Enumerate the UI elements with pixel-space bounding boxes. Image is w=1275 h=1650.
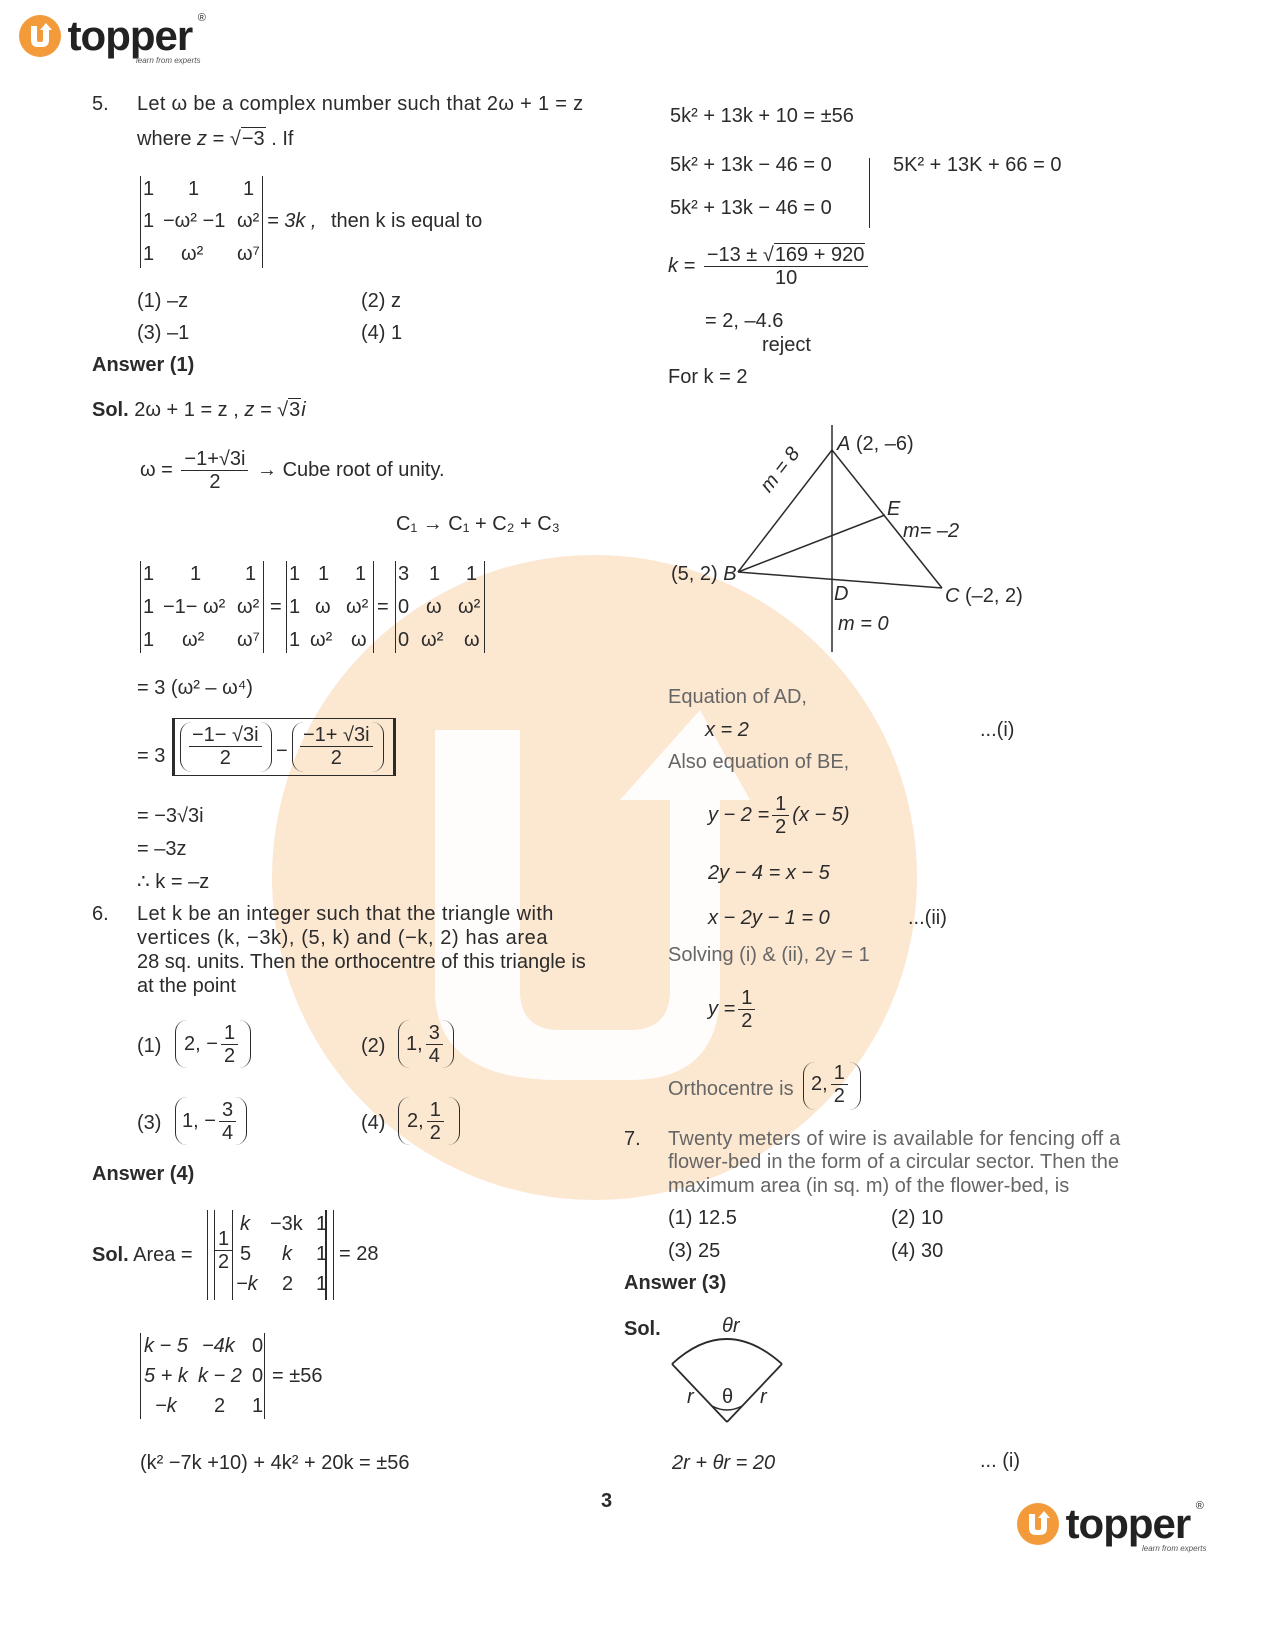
- brand-tagline: learn from experts: [1142, 1544, 1207, 1553]
- det-cell: 1: [245, 563, 257, 585]
- q5-option-2: (2) z: [361, 290, 401, 312]
- q6-option-4: 2, $\frac{1}{2}$: [407, 1099, 447, 1144]
- q5-omega: ω = $\frac{-1+√3i}{2}$ → Cube root of unity.: [140, 448, 445, 493]
- det-cell: −k: [155, 1395, 177, 1417]
- det-cell: 1: [289, 629, 301, 651]
- brand-reg: ®: [197, 12, 206, 24]
- q7-number: 7.: [624, 1128, 641, 1150]
- eq-ad: Equation of AD,: [668, 686, 807, 708]
- be-line2: 2y − 4 = x − 5: [708, 862, 830, 884]
- r-line2: 5k² + 13k − 46 = 0: [670, 154, 832, 176]
- orthocentre-label: Orthocentre is: [668, 1078, 794, 1100]
- q5-line2: where z = √−3 . If: [137, 128, 294, 150]
- det-cell: 1: [143, 178, 155, 200]
- q6-option-4-label: (4): [361, 1112, 386, 1134]
- label-m-ac: m= –2: [903, 520, 960, 542]
- k-formula: k = $\frac{-13 \pm √169 + 920}{10}$: [668, 244, 871, 289]
- det-cell: ω²: [181, 243, 204, 265]
- q6-option-2: 1, $\frac{3}{4}$: [406, 1022, 446, 1067]
- q5-number: 5.: [92, 93, 109, 115]
- r-line1: 5k² + 13k + 10 = ±56: [670, 105, 854, 127]
- sector-radius-left: [672, 1364, 727, 1422]
- brand-tagline: learn from experts: [136, 56, 201, 65]
- q7-equation: 2r + θr = 20: [672, 1452, 776, 1474]
- det-cell: 5: [240, 1243, 252, 1265]
- equals-sign: =: [270, 596, 282, 618]
- q7-line2: flower-bed in the form of a circular sector. Then the: [668, 1151, 1119, 1173]
- det-cell: ω: [426, 596, 442, 618]
- det-cell: ω²: [237, 596, 260, 618]
- det-cell: 1: [143, 243, 155, 265]
- reject-note: reject: [762, 334, 811, 356]
- det-cell: 1: [316, 1273, 328, 1295]
- det-cell: −ω² −1: [163, 210, 226, 232]
- sector-r-left: r: [687, 1386, 694, 1408]
- q6-sol-area: Sol. Area =: [92, 1244, 193, 1266]
- q6-line2: vertices (k, −3k), (5, k) and (−k, 2) has area: [137, 927, 549, 949]
- q5-option-1: (1) –z: [137, 290, 189, 312]
- x-equals-2: x = 2: [705, 719, 749, 741]
- det-cell: k: [240, 1213, 250, 1235]
- q6-line4: at the point: [137, 975, 236, 997]
- det-cell: ω²: [237, 210, 260, 232]
- det-cell: 1: [252, 1395, 264, 1417]
- q6-det2-rhs: = ±56: [272, 1365, 323, 1387]
- q5-det-rhs: = 3k ,: [267, 210, 317, 232]
- equals-sign: =: [377, 596, 389, 618]
- det-cell: 1: [143, 629, 155, 651]
- label-m-ad: m = 0: [838, 613, 889, 635]
- brand-name: topper: [1065, 1500, 1191, 1547]
- det-cell: 1: [355, 563, 367, 585]
- solving: Solving (i) & (ii), 2y = 1: [668, 944, 870, 966]
- q6-half: $\frac{1}{2}$: [212, 1228, 235, 1273]
- q5-sol-line1: Sol. 2ω + 1 = z , z = √3i: [92, 399, 306, 421]
- q6-expansion: (k² −7k +10) + 4k² + 20k = ±56: [140, 1452, 410, 1474]
- label-e: E: [887, 498, 901, 520]
- det-cell: ω²: [182, 629, 205, 651]
- det-cell: ω⁷: [237, 629, 260, 651]
- det-cell: ω: [315, 596, 331, 618]
- sector-radius-right: [727, 1364, 782, 1422]
- label-b: (5, 2) B: [671, 563, 737, 585]
- label-c: C (–2, 2): [945, 585, 1023, 607]
- sector-theta: θ: [722, 1386, 734, 1408]
- det-cell: 1: [466, 563, 478, 585]
- q7-tag: ... (i): [980, 1450, 1020, 1472]
- label-m-ab: m = 8: [756, 443, 805, 497]
- q6-line1: Let k be an integer such that the triangle with: [137, 903, 554, 925]
- sector-figure: [660, 1328, 800, 1428]
- minus-sign: −: [276, 740, 288, 762]
- det-cell: 1: [143, 596, 155, 618]
- q7-answer: Answer (3): [624, 1272, 727, 1294]
- q5-step3: = −3√3i: [137, 805, 204, 827]
- det-cell: −3k: [270, 1213, 303, 1235]
- q5-step5: ∴ k = –z: [137, 871, 210, 893]
- sector-arc: [672, 1339, 782, 1364]
- r-line2b: 5K² + 13K + 66 = 0: [893, 154, 1062, 176]
- brand-reg: ®: [1195, 1500, 1204, 1512]
- det-cell: ω: [464, 629, 480, 651]
- sector-arc-label: θr: [722, 1315, 740, 1337]
- brand-name: topper: [67, 12, 193, 59]
- tag-i: ...(i): [980, 719, 1015, 741]
- det-cell: 1: [188, 178, 200, 200]
- q6-answer: Answer (4): [92, 1163, 195, 1185]
- det-cell: k − 2: [198, 1365, 242, 1387]
- det-cell: 1: [429, 563, 441, 585]
- topper-logo-icon: [1016, 1502, 1060, 1546]
- eq-be: Also equation of BE,: [668, 751, 850, 773]
- det-cell: 1: [143, 563, 155, 585]
- det-cell: 0: [252, 1335, 264, 1357]
- det-cell: k − 5: [144, 1335, 188, 1357]
- q6-option-3: 1, − $\frac{3}{4}$: [182, 1099, 239, 1144]
- q7-option-4: (4) 30: [891, 1240, 944, 1262]
- det-cell: 1: [318, 563, 330, 585]
- q5-step2: = 3: [137, 745, 166, 767]
- tag-ii: ...(ii): [908, 907, 947, 929]
- det-cell: −1− ω²: [163, 596, 226, 618]
- det-cell: −k: [236, 1273, 258, 1295]
- det-cell: ω²: [310, 629, 333, 651]
- q6-option-2-label: (2): [361, 1035, 386, 1057]
- be-line3: x − 2y − 1 = 0: [708, 907, 830, 929]
- det-cell: 1: [243, 178, 255, 200]
- q7-line3: maximum area (in sq. m) of the flower-bed, is: [668, 1175, 1070, 1197]
- det-cell: 0: [398, 629, 410, 651]
- q7-option-2: (2) 10: [891, 1207, 944, 1229]
- brand-logo: [18, 12, 206, 65]
- label-d: D: [834, 583, 849, 605]
- q6-line3: 28 sq. units. Then the orthocentre of this triangle is: [137, 951, 586, 973]
- q7-option-3: (3) 25: [668, 1240, 721, 1262]
- y-value: y = $\frac{1}{2}$: [708, 987, 758, 1032]
- det-cell: k: [282, 1243, 292, 1265]
- r-line3: 5k² + 13k − 46 = 0: [670, 197, 832, 219]
- q5-option-3: (3) –1: [137, 322, 190, 344]
- det-cell: 1: [143, 210, 155, 232]
- det-cell: ω⁷: [237, 243, 260, 265]
- det-cell: 1: [316, 1213, 328, 1235]
- orthocentre-value: 2, $\frac{1}{2}$: [811, 1062, 851, 1107]
- sector-r-right: r: [760, 1386, 767, 1408]
- det-cell: 2: [282, 1273, 294, 1295]
- q5-line1: Let ω be a complex number such that 2ω + 1 = z: [137, 93, 584, 115]
- q5-det-tail: then k is equal to: [331, 210, 483, 232]
- q5-step2-frac1: $\frac{-1- √3i}{2}$: [186, 724, 265, 769]
- page-number: 3: [601, 1490, 613, 1512]
- k-values: = 2, –4.6: [705, 310, 784, 332]
- det-cell: 1: [190, 563, 202, 585]
- q6-option-1-label: (1): [137, 1035, 162, 1057]
- r-divider: [869, 158, 870, 228]
- q5-step4: = –3z: [137, 838, 187, 860]
- det-cell: ω²: [346, 596, 369, 618]
- det-cell: ω²: [421, 629, 444, 651]
- q7-sol-label: Sol.: [624, 1318, 661, 1340]
- q6-option-3-label: (3): [137, 1112, 162, 1134]
- q5-column-operation: C₁ → C₁ + C₂ + C₃: [396, 513, 560, 535]
- q6-number: 6.: [92, 903, 109, 925]
- det-cell: 1: [289, 596, 301, 618]
- q6-option-1: 2, − $\frac{1}{2}$: [184, 1022, 241, 1067]
- be-line1: y − 2 = $\frac{1}{2}$ (x − 5): [708, 793, 850, 838]
- q6-area-rhs: = 28: [339, 1243, 379, 1265]
- q5-option-4: (4) 1: [361, 322, 403, 344]
- footer-logo: [1016, 1500, 1207, 1553]
- det-cell: 2: [214, 1395, 226, 1417]
- det-cell: 5 + k: [144, 1365, 188, 1387]
- det-cell: −4k: [202, 1335, 235, 1357]
- det-cell: 0: [252, 1365, 264, 1387]
- label-a: A (2, –6): [837, 433, 914, 455]
- q5-step2-frac2: $\frac{-1+ √3i}{2}$: [297, 724, 376, 769]
- det-cell: 3: [398, 563, 410, 585]
- det-cell: ω²: [458, 596, 481, 618]
- det-cell: 0: [398, 596, 410, 618]
- det-cell: 1: [316, 1243, 328, 1265]
- q7-option-1: (1) 12.5: [668, 1207, 737, 1229]
- topper-logo-icon: [18, 14, 62, 58]
- det-cell: ω: [351, 629, 367, 651]
- q7-line1: Twenty meters of wire is available for fencing off a: [668, 1128, 1121, 1150]
- for-k: For k = 2: [668, 366, 748, 388]
- q5-step1: = 3 (ω² – ω⁴): [137, 677, 253, 699]
- q5-answer: Answer (1): [92, 354, 195, 376]
- det-cell: 1: [289, 563, 301, 585]
